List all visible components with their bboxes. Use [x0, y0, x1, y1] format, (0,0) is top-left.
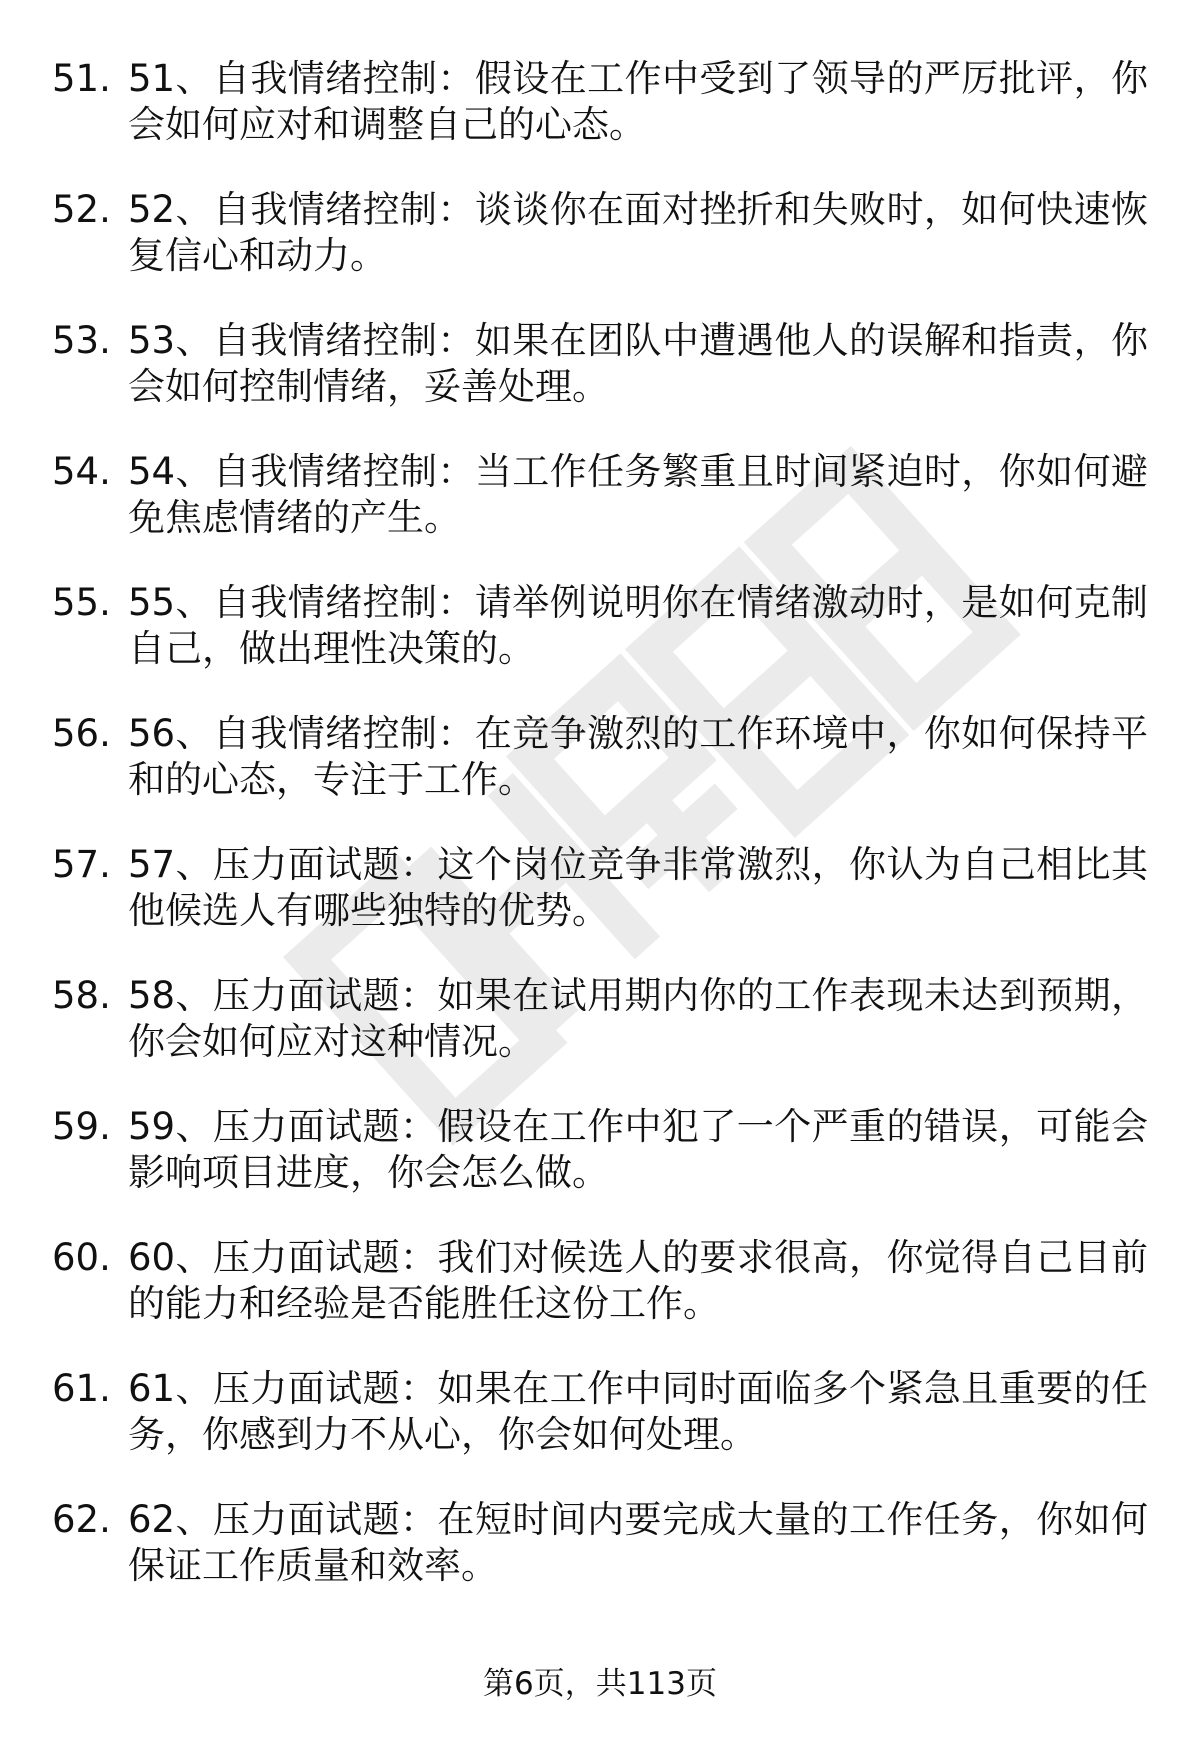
list-item-number: 54.	[52, 450, 111, 493]
list-item-text: 61、压力面试题：如果在工作中同时面临多个紧急且重要的任务，你感到力不从心，你会如何处理。	[128, 1367, 1148, 1456]
list-item-text: 58、压力面试题：如果在试用期内你的工作表现未达到预期，你会如何应对这种情况。	[128, 974, 1148, 1063]
list-item-text: 53、自我情绪控制：如果在团队中遭遇他人的误解和指责，你会如何控制情绪，妥善处理。	[128, 319, 1148, 408]
page-footer: 第6页，共113页	[483, 1666, 717, 1702]
list-item-number: 60.	[52, 1236, 111, 1279]
list-item-text: 54、自我情绪控制：当工作任务繁重且时间紧迫时，你如何避免焦虑情绪的产生。	[128, 450, 1148, 539]
list-item-number: 53.	[52, 319, 111, 362]
list-item-number: 62.	[52, 1498, 111, 1541]
list-item	[0, 56, 1200, 187]
list-item	[0, 973, 1200, 1104]
list-item-number: 59.	[52, 1105, 111, 1148]
list-item-number: 58.	[52, 974, 111, 1017]
list-item-text: 57、压力面试题：这个岗位竞争非常激烈，你认为自己相比其他候选人有哪些独特的优势。	[128, 843, 1148, 932]
list-item-number: 51.	[52, 57, 111, 100]
question-list	[0, 56, 1200, 1628]
list-item-text: 51、自我情绪控制：假设在工作中受到了领导的严厉批评，你会如何应对和调整自己的心态。	[128, 57, 1148, 146]
list-item-number: 55.	[52, 581, 111, 624]
list-item	[0, 580, 1200, 711]
list-item-text: 62、压力面试题：在短时间内要完成大量的工作任务，你如何保证工作质量和效率。	[128, 1498, 1148, 1587]
list-item	[0, 1497, 1200, 1628]
list-item-text: 60、压力面试题：我们对候选人的要求很高，你觉得自己目前的能力和经验是否能胜任这份工作。	[128, 1236, 1148, 1325]
list-item-text: 59、压力面试题：假设在工作中犯了一个严重的错误，可能会影响项目进度，你会怎么做。	[128, 1105, 1148, 1194]
list-item	[0, 711, 1200, 842]
list-item	[0, 842, 1200, 973]
list-item	[0, 318, 1200, 449]
list-item	[0, 1366, 1200, 1497]
list-item-text: 55、自我情绪控制：请举例说明你在情绪激动时，是如何克制自己，做出理性决策的。	[128, 581, 1148, 670]
list-item-number: 52.	[52, 188, 111, 231]
list-item	[0, 1104, 1200, 1235]
list-item	[0, 449, 1200, 580]
list-item	[0, 1235, 1200, 1366]
list-item-text: 52、自我情绪控制：谈谈你在面对挫折和失败时，如何快速恢复信心和动力。	[128, 188, 1148, 277]
list-item-text: 56、自我情绪控制：在竞争激烈的工作环境中，你如何保持平和的心态，专注于工作。	[128, 712, 1148, 801]
list-item-number: 57.	[52, 843, 111, 886]
list-item-number: 56.	[52, 712, 111, 755]
list-item-number: 61.	[52, 1367, 111, 1410]
list-item	[0, 187, 1200, 318]
